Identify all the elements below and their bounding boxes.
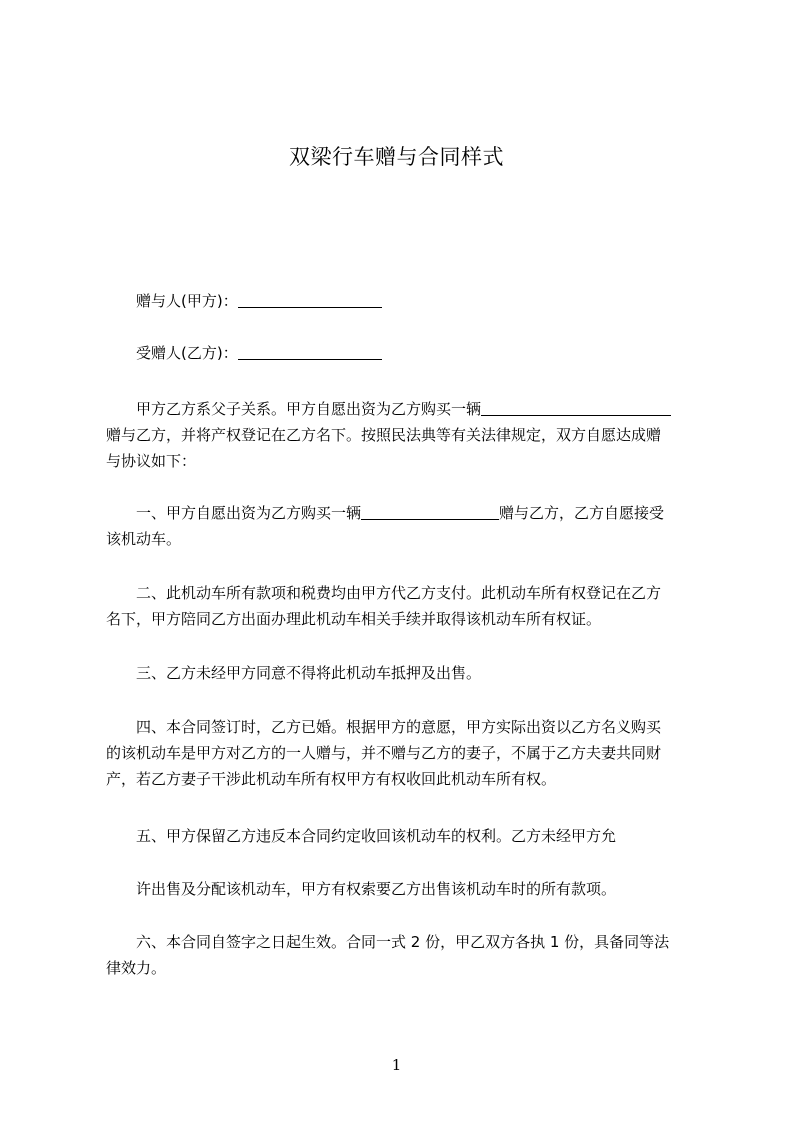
clause-6-line1: 六、本合同自签字之日起生效。合同一式 2 份，甲乙双方各执 1 份，具备同等法 <box>136 933 670 951</box>
vehicle-blank-line[interactable] <box>481 401 671 416</box>
donee-blank-line[interactable] <box>238 345 382 360</box>
clause-2-line2: 名下，甲方陪同乙方出面办理此机动车相关手续并取得该机动车所有权证。 <box>106 610 602 628</box>
clause-5-line1: 五、甲方保留乙方违反本合同约定收回该机动车的权利。乙方未经甲方允 <box>136 827 617 845</box>
clause-4 <box>106 714 702 792</box>
clause-2-line1: 二、此机动车所有款项和税费均由甲方代乙方支付。此机动车所有权登记在乙方 <box>136 584 662 602</box>
intro-paragraph <box>106 396 702 474</box>
clause-2 <box>106 580 702 632</box>
clause-1-suffix: 赠与乙方，乙方自愿接受 <box>499 504 665 522</box>
clause-4-line1: 四、本合同签订时，乙方已婚。根据甲方的意愿，甲方实际出资以乙方名义购买 <box>136 718 662 736</box>
page-number: 1 <box>391 1056 402 1074</box>
clause-1-line2: 该机动车。 <box>106 530 182 548</box>
intro-line2: 赠与乙方，并将产权登记在乙方名下。按照民法典等有关法律规定，双方自愿达成赠 <box>106 426 662 444</box>
donee-label: 受赠人(乙方)： <box>136 344 238 362</box>
clause-3 <box>106 660 702 686</box>
clause-6-line2: 律效力。 <box>106 959 167 977</box>
clause-4-line3: 产，若乙方妻子干涉此机动车所有权甲方有权收回此机动车所有权。 <box>106 770 557 788</box>
clause-5-line2: 许出售及分配该机动车，甲方有权索要乙方出售该机动车时的所有款项。 <box>136 880 617 898</box>
clause-1 <box>106 500 702 552</box>
donor-blank-line[interactable] <box>238 293 382 308</box>
clause-4-line2: 的该机动车是甲方对乙方的一人赠与，并不赠与乙方的妻子，不属于乙方夫妻共同财 <box>106 744 662 762</box>
clause-1-prefix: 一、甲方自愿出资为乙方购买一辆 <box>136 504 362 522</box>
intro-line1-text: 甲方乙方系父子关系。甲方自愿出资为乙方购买一辆 <box>136 400 482 418</box>
donor-field <box>106 288 702 314</box>
clause-5-continued <box>106 876 702 902</box>
donor-label: 赠与人(甲方)： <box>136 292 238 310</box>
donee-field <box>106 340 702 366</box>
intro-line3: 与协议如下： <box>106 452 197 470</box>
clause-5 <box>106 823 702 849</box>
clause-1-vehicle-blank-line[interactable] <box>361 505 499 520</box>
clause-3-line1: 三、乙方未经甲方同意不得将此机动车抵押及出售。 <box>136 664 482 682</box>
clause-6 <box>106 929 702 981</box>
document-title: 双梁行车赠与合同样式 <box>289 145 504 169</box>
